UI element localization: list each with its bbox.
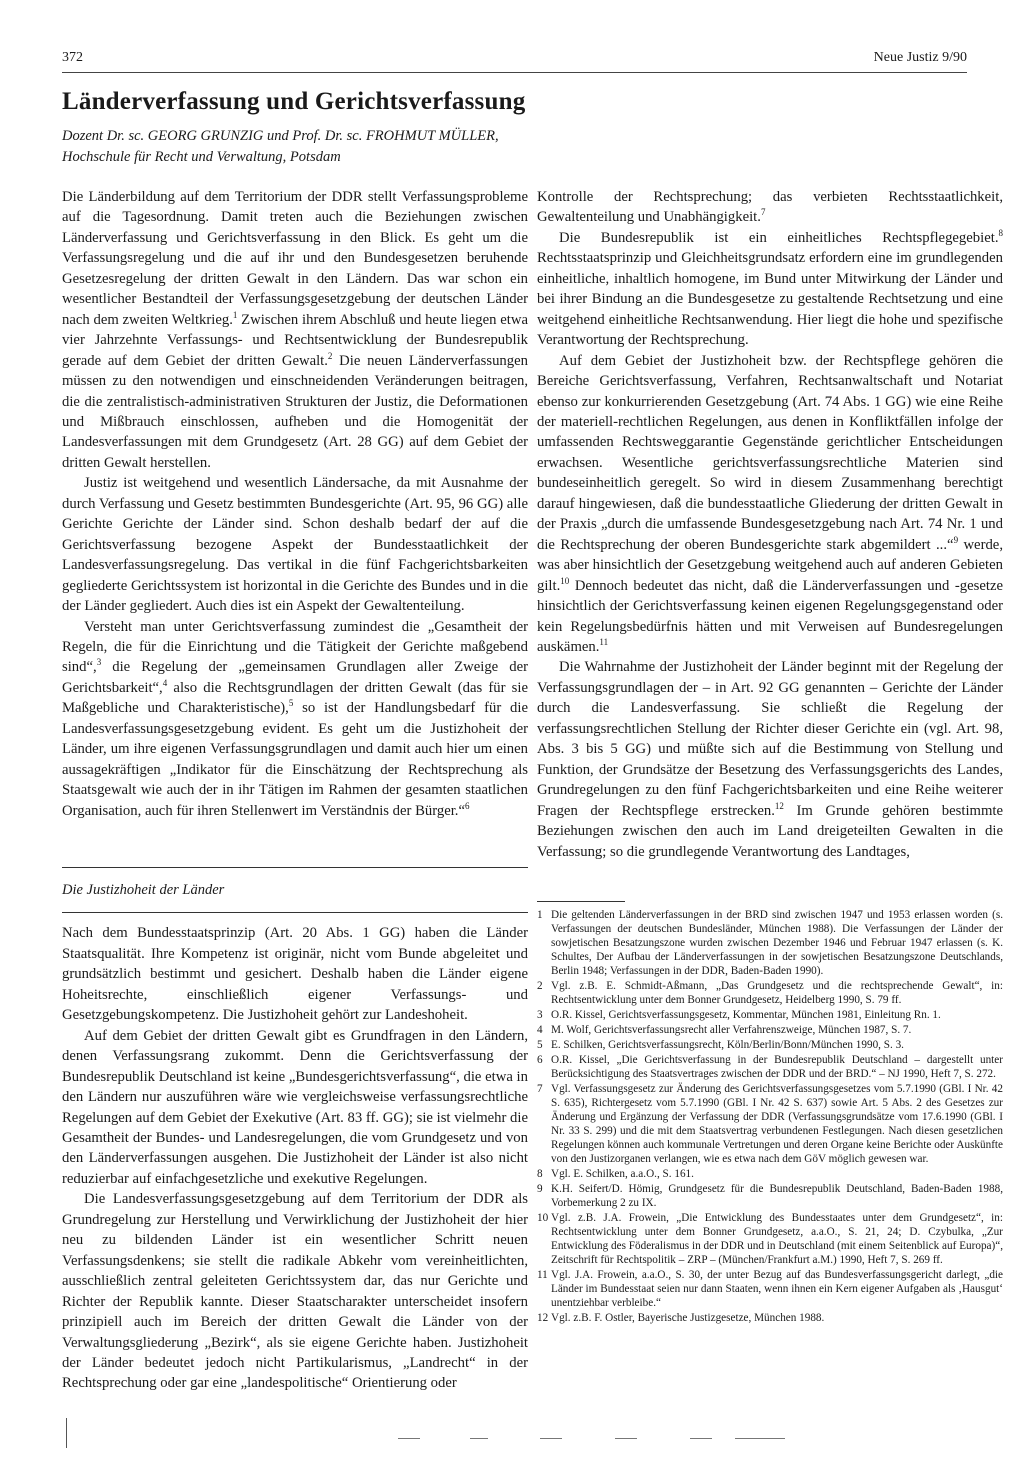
paragraph: Die Landesverfassungsgesetzgebung auf dem Territorium der DDR als Grundregelung zur Herstellung und Verwirklichung der Justizhoheit der hier neu zu bildenden Länder ist ein wesentlicher Schritt neuen Verfassungsdenkens; sie stellt die radikale Abkehr vom vereinheitlichten, ausschließlich zentral geleiteten Gerichtssystem dar, das nur Gerichte und Richter der Republik kannte. Dieser Staatscharakter unterscheidet insofern prinzipiell auch im Bereich der dritten Gewalt die Länder von der Verwaltungsgliederung „Bezirk“, als sie eigene Gerichte haben. Justizhoheit der Länder bedeutet jedoch nicht Partikularismus, „Landrecht“ in der Rechtsprechung oder gar eine „landespolitische“ Orientierung oder [62,1191,528,1392]
section-heading: Die Justizhoheit der Länder [62,882,225,898]
paragraph: Auf dem Gebiet der dritten Gewalt gibt es Grundfragen in den Ländern, denen Verfassungsrang zukommt. Denn die Gerichtsverfassung der Bundesrepublik Deutschland ist keine „Bundesgerichtsverfassung“, die etwa in den Ländern nur auszuführen wäre wie vergleichsweise verfassungsrechtliche Regelungen auf dem Gebiet der Exekutive (Art. 83 ff. GG); sie ist vielmehr die Gesamtheit der Bundes- und Landesregelungen, die vom Grundgesetz und von den Länderverfassungen ausgehen. Die Justizhoheit der Länder ist also nicht reduzierbar auf einfachgesetzliche und exekutive Regelungen. [62,1027,528,1187]
footnote-ref: 3 [96,657,102,668]
footnote: 4 M. Wolf, Gerichtsverfassungsrecht aller Verfahrenszweige, München 1987, S. 7. [537,1024,912,1036]
justizhoheit-section [62,923,528,1393]
scan-mark [540,1438,562,1439]
footnote-ref: 10 [560,575,570,586]
paragraph: Justiz ist weitgehend und wesentlich Ländersache, da mit Ausnahme der durch Verfassung und Gesetz bestimmten Bundesgerichte (Art. 95, 96 GG) alle Gerichte Gerichte der Länder sind. Schon deshalb bedarf der auf die Gerichtsverfassung bezogene Aspekt der Bundesstaatlichkeit der Landesverfassungsregelung. Das vertikal in die fünf Fachgerichtsbarkeiten gegliederte Gerichtssystem ist horizontal in die Gerichte des Bundes und in die der Länder gegliedert. Auch dies ist ein Aspekt der Gewaltenteilung. [62,475,528,615]
footnote: 5 E. Schilken, Gerichtsverfassungsrecht, Köln/Berlin/Bonn/München 1990, S. 3. [537,1039,904,1051]
footnote-ref: 1 [232,309,238,320]
article-authors: Dozent Dr. sc. GEORG GRUNZIG und Prof. Dr. sc. FROHMUT MÜLLER, [62,128,499,144]
footnote: 3 O.R. Kissel, Gerichtsverfassungsgesetz, Kommentar, München 1981, Einleitung Rn. 1. [537,1009,941,1021]
footnote-ref: 6 [465,800,470,811]
intro-section [62,187,528,859]
footnote-ref: 5 [288,698,294,709]
paragraph: Auf dem Gebiet der Justizhoheit bzw. der Rechtspflege gehören die Bereiche Gerichtsverfassung, Verfahren, Rechtsanwaltschaft und Notariat ebenso zur konkurrierenden Gesetzgebung (Art. 74 Abs. 1 GG) wie eine Reihe der materiell-rechtlichen Regelungen, aus denen in Konfliktfällen infolge der umfassenden Rechtsweggarantie Gegenstände gerichtlicher Entscheidungen erwachsen. Wesentliche gerichtsverfassungsrechtliche Materien sind bundeseinheitlich geregelt. So wird in diesem Zusammenhang berechtigt darauf hingewiesen, daß die bundesstaatliche Gliederung der dritten Gewalt in der Praxis „durch die umfassende Bundesgesetzgebung nach Art. 74 Nr. 1 und die Rechtsprechung der oberen Bundesgerichte stark abgemildert ...“$^9$ werde, was aber hinsichtlich der Gesetzgebung weitgehend auch auf anderen Gebieten gilt.$^{10}$ Dennoch bedeutet das nicht, daß die Länderverfassungen und -gesetze hinsichtlich der Gerichtsverfassung keinen eigenen Regelungsgegenstand oder kein Regelungsbedürfnis hätten und mit Verweisen auf Bundesregelungen auskämen.$^{11}$ [537,352,1003,655]
right-body [537,187,1003,895]
paragraph: Kontrolle der Rechtsprechung; das verbieten Rechtsstaatlichkeit, Gewaltenteilung und Unabhängigkeit.$^7$ [537,189,1003,226]
scan-mark [735,1438,785,1439]
page-number: 372 [62,50,83,65]
footnote-ref: 4 [162,677,168,688]
footnote-rule [537,901,625,902]
footnote: 1 Die geltenden Länderverfassungen in der BRD sind zwischen 1947 und 1953 erlassen worden (s. Verfassungen der deutschen Bundesländer, München 1988). Die Verfassungen der Länder der sowjetischen Besatzungszone wurden zwischen Dezember 1946 und Februar 1947 erlassen (s. K. Schultes, Der Aufbau der Länderverfassungen in der sowjetischen Besatzungszone Deutschlands, Berlin 1948; Verfassungen in der DDR, Baden-Baden 1990). [537,909,1003,977]
journal-issue: Neue Justiz 9/90 [873,50,967,65]
footnote-ref: 2 [327,350,333,361]
scan-mark [398,1438,420,1439]
footnote-ref: 7 [760,207,766,218]
footnote-ref: 12 [774,800,784,811]
footnote: 12 Vgl. z.B. F. Ostler, Bayerische Justizgesetze, München 1988. [537,1312,825,1324]
paragraph: Nach dem Bundesstaatsprinzip (Art. 20 Abs. 1 GG) haben die Länder Staatsqualität. Ihre Kompetenz ist originär, nicht vom Bunde abgeleitet und grundsätzlich bestimmt und gesichert. Deshalb haben die Länder eigene Hoheitsrechte, einschließlich eigener Verfassungs- und Gesetzgebungskompetenz. Die Justizhoheit gehört zur Landeshoheit. [62,925,528,1024]
footnote-ref: 11 [599,637,609,648]
footnote: 10 Vgl. z.B. J.A. Frowein, „Die Entwicklung des Bundesstaates unter dem Grundgesetz“, in: Rechtsentwicklung unter dem Bonner Grundgesetz, a.a.O., S. 21, 24; D. Czybulka, „Zur Entwicklung des Föderalismus in der DDR und in Deutschland (mit einem Seitenblick auf Europa)“, Zeitschrift für Rechtspolitik – ZRP – (München/Frankfurt a.M.) 1990, Heft 7, S. 269 ff. [537,1212,1003,1266]
article-title: Länderverfassung und Gerichtsverfassung [62,88,526,115]
section-rule [62,867,528,868]
paragraph: Die Länderbildung auf dem Territorium der DDR stellt Verfassungsprobleme auf die Tagesordnung. Damit treten auch die Beziehungen zwischen Länderverfassung und Gerichtsverfassung in den Blick. Es geht um die Verfassungsregelung und die auf ihr und den Bundesgesetzen beruhende Gesetzesregelung der dritten Gewalt in den Ländern. Das war schon ein wesentlicher Bestandteil der Verfassungsgesetzgebung der deutschen Länder nach dem zweiten Weltkrieg.$^1$ Zwischen ihrem Abschluß und heute liegen etwa vier Jahrzehnte Verfassungs- und Rechtsentwicklung der Bundesrepublik gerade auf dem Gebiet der dritten Gewalt.$^2$ Die neuen Länderverfassungen müssen zu den notwendigen und einschneidenden Veränderungen beitragen, die die zentralistisch-administrativen Strukturen der Justiz, die Deformationen und Mißbrauch einschlossen, aufheben und die Homogenität der Landesverfassungen mit dem Grundgesetz (Art. 28 GG) auf dem Gebiet der dritten Gewalt herstellen. [62,189,528,471]
scan-margin-mark [66,1418,67,1448]
left-column [62,187,528,1394]
scan-mark [690,1438,712,1439]
footnote: 7 Vgl. Verfassungsgesetz zur Änderung des Gerichtsverfassungsgesetzes vom 5.7.1990 (GBl. I Nr. 42 S. 635), Richtergesetz vom 5.7.1990 (GBl. I Nr. 42 S. 637) sowie Art. 5 Abs. 2 des Gesetzes zur Änderung und Ergänzung der Verfassung der DDR (Verfassungsgrundsätze vom 17.6.1990 (GBl. I Nr. 33 S. 299) und die mit dem Staatsvertrag verbundenen Festlegungen. Nach diesen gesetzlichen Regelungen können auch kommunale Vertretungen und deren Organe keine Berichte oder Auskünfte von den Justizorganen verlangen, wie es etwa nach dem GöV möglich gewesen war. [537,1083,1003,1165]
footnote-ref: 8 [998,228,1003,239]
right-column [537,187,1003,1326]
footnote: 8 Vgl. E. Schilken, a.a.O., S. 161. [537,1168,694,1180]
footnotes [537,908,1003,1325]
author-affiliation: Hochschule für Recht und Verwaltung, Potsdam [62,149,341,165]
paragraph: Versteht man unter Gerichtsverfassung zumindest die „Gesamtheit der Regeln, die für die Einrichtung und die Tätigkeit der Gerichte maßgebend sind“,$^3$ die Regelung der „gemeinsamen Grundlagen aller Zweige der Gerichtsbarkeit“,$^4$ also die Rechtsgrundlagen der dritten Gewalt (das für sie Maßgebliche und Charakteristische),$^5$ so ist der Handlungsbedarf für die Landesverfassungsgesetzgebung evident. Es geht um die Justizhoheit der Länder, um ihre eigenen Verfassungsgrundlagen und damit auch hier um einen aussagekräftigen „Indikator für die Einschätzung der Rechtsprechung als Staatsgewalt wie auch der in ihr Tätigen im Rahmen der gesamten staatlichen Organisation, auch für ihren Stellenwert im Verständnis der Bürger.“$^6$ [62,618,528,819]
footnote-ref: 9 [953,534,959,545]
paragraph: Die Bundesrepublik ist ein einheitliches Rechtspflegegebiet.$^8$ Rechtsstaatsprinzip und Gleichheitsgrundsatz erfordern eine im grundlegenden einheitliche, inhaltlich homogene, im Bund unter Mitwirkung der Länder und bei ihrer Bindung an die Bundesgesetze zu gestaltende Rechtsetzung und eine weitgehend einheitliche Rechtsanwendung. Hier liegt die hohe und spezifische Verantwortung der Rechtsprechung. [537,228,1003,349]
footnote: 2 Vgl. z.B. E. Schmidt-Aßmann, „Das Grundgesetz und die rechtsprechende Gewalt“, in: Rechtsentwicklung unter dem Bonner Grundgesetz, Heidelberg 1990, S. 79 ff. [537,980,1003,1006]
scan-mark [470,1438,488,1439]
section-rule [62,912,528,913]
paragraph: Die Wahrnahme der Justizhoheit der Länder beginnt mit der Regelung der Verfassungsgrundlagen der – in Art. 92 GG genannten – Gerichte der Länder durch die Landesverfassung. Sie schließt die Regelung der verfassungsrechtlichen Stellung der Richter dieser Gerichte ein (vgl. Art. 98, Abs. 3 bis 5 GG) und müßte sich auf die Bestimmung von Stellung und Funktion, der Grundsätze der Besetzung des Verfassungsgerichts des Landes, Grundregelungen zu den fünf Fachgerichtsbarkeiten und eine Reihe weiterer Fragen der Rechtspflege erstrecken.$^{12}$ Im Grunde gehören bestimmte Beziehungen zwischen den auch im Land dreigeteilten Gewalten in die Verfassung; so die grundlegende Verantwortung des Landtages, [537,659,1003,860]
scan-mark [615,1438,637,1439]
header-rule [62,72,967,73]
footnote: 6 O.R. Kissel, „Die Gerichtsverfassung in der Bundesrepublik Deutschland – dargestellt unter Berücksichtigung des Staatsvertrages zwischen der DDR und der BRD.“ – NJ 1990, Heft 7, S. 272. [537,1054,1003,1080]
footnote: 9 K.H. Seifert/D. Hömig, Grundgesetz für die Bundesrepublik Deutschland, Baden-Baden 1988, Vorbemerkung 2 zu IX. [537,1183,1003,1209]
footnote: 11 Vgl. J.A. Frowein, a.a.O., S. 30, der unter Bezug auf das Bundesverfassungsgericht darlegt, „die Länder im Bundesstaat seien nur dann Staaten, wenn ihnen ein Kern eigener Aufgaben als ‚Hausgut‘ unentziehbar verbleibe.“ [537,1269,1003,1309]
